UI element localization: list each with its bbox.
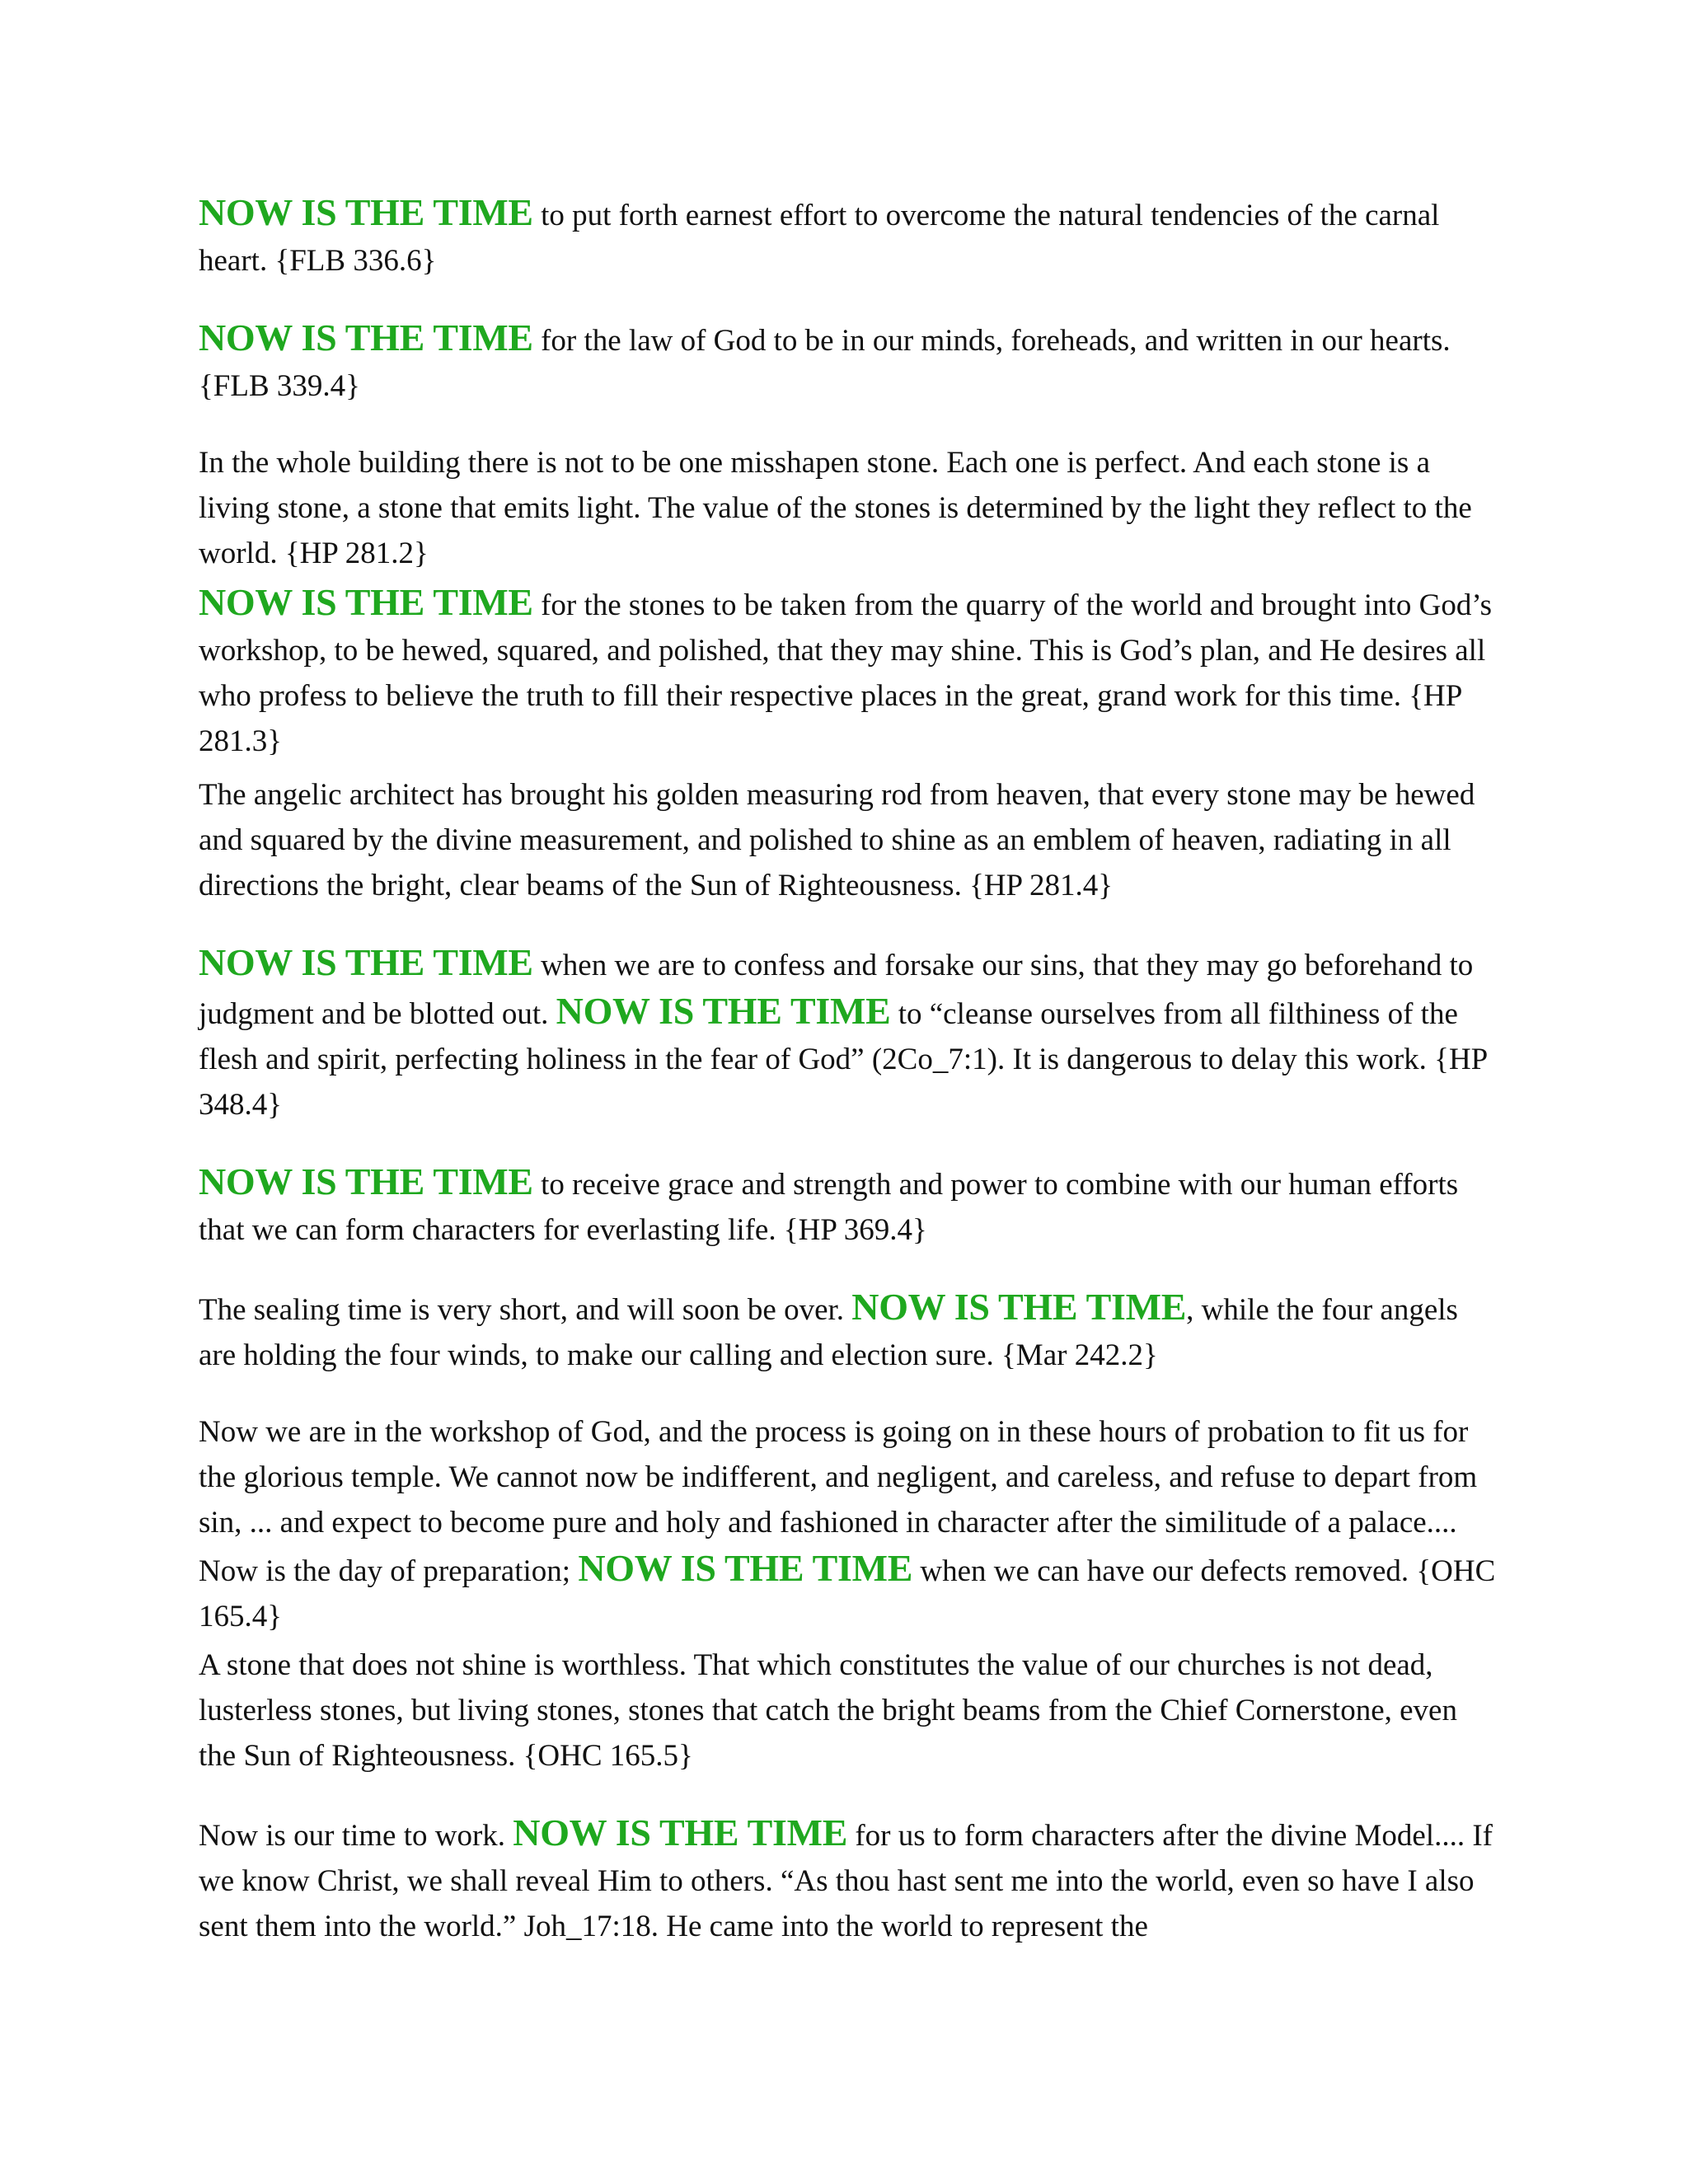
paragraph-text: , while the four angels are holding the four winds, to make our calling and election sure. {Mar 242.2}: [199, 1293, 1458, 1372]
now-is-the-time-heading: NOW IS THE TIME: [556, 990, 891, 1032]
now-is-the-time-heading: NOW IS THE TIME: [199, 191, 533, 233]
paragraph-text: The angelic architect has brought his golden measuring rod from heaven, that every stone may be hewed and squared by the divine measurement, and polished to shine as an emblem of heaven, radiating in all directions the bright, clear beams of the Sun of Righteousness. {HP 281.4}: [199, 778, 1475, 902]
paragraph-hp-281-3: [199, 579, 1501, 764]
now-is-the-time-heading: NOW IS THE TIME: [199, 941, 533, 983]
paragraph-ohc-165-5: [199, 1643, 1501, 1779]
paragraph-hp-369-4: [199, 1159, 1501, 1253]
paragraph-text: for us to form characters after the divine Model.... If we know Christ, we shall reveal Him to others. “As thou hast sent me into the world, even so have I also sent them into the world.” Joh_17:18. He came into the world to represent the: [199, 1819, 1493, 1943]
paragraph-text: Now we are in the workshop of God, and the process is going on in these hours of probation to fit us for the glorious temple. We cannot now be indifferent, and negligent, and careless, and refuse to depart from sin, ... and expect to become pure and holy and fashioned in character after the similitude of a palace.... Now is the day of preparation;: [199, 1415, 1478, 1588]
paragraph-text: Now is our time to work.: [199, 1819, 513, 1853]
document-page: [199, 190, 1501, 1949]
paragraph-text: to receive grace and strength and power to combine with our human efforts that we can form characters for everlasting life. {HP 369.4}: [199, 1168, 1459, 1247]
paragraph-text: for the stones to be taken from the quarry of the world and brought into God’s workshop, to be hewed, squared, and polished, that they may shine. This is God’s plan, and He desires all who profess to believe the truth to fill their respective places in the great, grand work for this time. {HP 281.3}: [199, 588, 1493, 758]
paragraph-flb-339-4: [199, 315, 1501, 409]
paragraph-hp-348-4: [199, 940, 1501, 1127]
paragraph-flb-336-6: [199, 190, 1501, 284]
paragraph-text: A stone that does not shine is worthless. That which constitutes the value of our churches is not dead, lusterless stones, but living stones, stones that catch the bright beams from the Chief Cornerstone, even the Sun of Righteousness. {OHC 165.5}: [199, 1648, 1457, 1773]
paragraph-text: The sealing time is very short, and will soon be over.: [199, 1293, 852, 1327]
now-is-the-time-heading: NOW IS THE TIME: [851, 1286, 1187, 1328]
paragraph-hp-281-4: [199, 772, 1501, 908]
paragraph-text: for the law of God to be in our minds, foreheads, and written in our hearts. {FLB 339.4}: [199, 324, 1451, 403]
paragraph-work-time: [199, 1810, 1501, 1949]
now-is-the-time-heading: NOW IS THE TIME: [199, 316, 533, 359]
paragraph-text: to put forth earnest effort to overcome the natural tendencies of the carnal heart. {FLB 336.6}: [199, 199, 1440, 278]
paragraph-text: to “cleanse ourselves from all filthiness of the flesh and spirit, perfecting holiness in the fear of God” (2Co_7:1). It is dangerous to delay this work. {HP 348.4}: [199, 997, 1487, 1122]
paragraph-mar-242-2: [199, 1284, 1501, 1378]
paragraph-ohc-165-4: [199, 1409, 1501, 1639]
paragraph-text: In the whole building there is not to be one misshapen stone. Each one is perfect. And each stone is a living stone, a stone that emits light. The value of the stones is determined by the light they reflect to the world. {HP 281.2}: [199, 446, 1472, 570]
now-is-the-time-heading: NOW IS THE TIME: [199, 1160, 533, 1202]
now-is-the-time-heading: NOW IS THE TIME: [578, 1547, 913, 1589]
now-is-the-time-heading: NOW IS THE TIME: [199, 581, 533, 623]
paragraph-text: when we are to confess and forsake our sins, that they may go beforehand to judgment and be blotted out.: [199, 949, 1474, 1031]
now-is-the-time-heading: NOW IS THE TIME: [513, 1811, 848, 1854]
paragraph-hp-281-2: [199, 440, 1501, 576]
paragraph-text: when we can have our defects removed. {OHC 165.4}: [199, 1554, 1496, 1633]
